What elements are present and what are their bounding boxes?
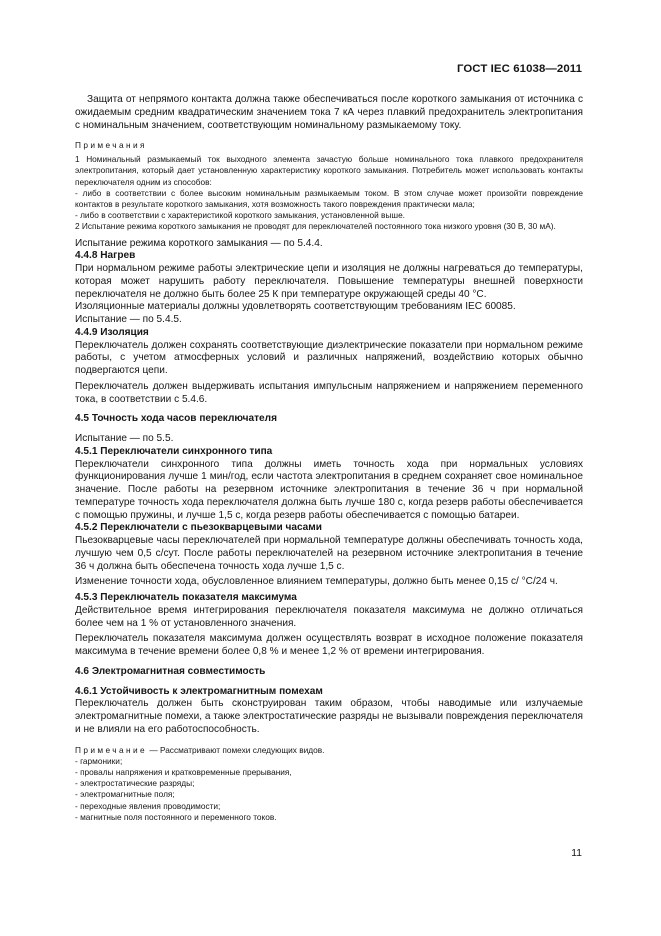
note-text: — Рассматривают помехи следующих видов. (147, 744, 325, 755)
list-item: - электростатические разряды; (75, 778, 195, 789)
list-item: - провалы напряжения и кратковременные прерывания, (75, 767, 292, 778)
paragraph: Испытание — по 5.5. (75, 433, 174, 445)
paragraph: Действительное время интегрирования переключателя показателя максимума не должно отличаться более чем на 1 % от установленного значения. (75, 604, 583, 629)
paragraph: Изоляционные материалы должны удовлетворять соответствующим требованиям IEC 60085. (75, 301, 516, 313)
paragraph: Переключатель показателя максимума должен осуществлять возврат в исходное положение показателя максимума в течение времени более 0,8 % и менее 1,2 % от времени интегрирования. (75, 633, 583, 658)
section-heading: 4.5 Точность хода часов переключателя (75, 413, 277, 425)
paragraph: Испытание — по 5.4.5. (75, 314, 182, 326)
document-id-header: ГОСТ IEC 61038—2011 (456, 63, 582, 75)
note-item: - либо в соответствии с более высоким номинальным размыкаемым током. В этом случае может произойти повреждение контактов в результате короткого замыкания, хотя возможность такого повреждения практически мала; (75, 187, 583, 210)
list-item: - гармоники; (75, 755, 123, 766)
paragraph: Защита от непрямого контакта должна также обеспечиваться после короткого замыкания от источника с ожидаемым средним квадратическим значением тока 7 кА через плавкий предохранитель электропитания с номинальным значением, соответствующим номинальному размыкаемому току. (75, 94, 583, 131)
note-item: 2 Испытание режима короткого замыкания не проводят для переключателей постоянного тока низкого уровня (30 В, 30 мА). (75, 221, 556, 232)
note-item: 1 Номинальный размыкаемый ток выходного элемента зачастую больше номинального тока плавкого предохранителя электропитания, который дает установленную характеристику короткого замыкания. Потребитель может использовать контакты переключателя одним из способов: (75, 154, 583, 187)
list-item: - электромагнитные поля; (75, 789, 175, 800)
page-number: 11 (571, 848, 582, 859)
paragraph: Изменение точности хода, обусловленное влиянием температуры, должно быть менее 0,15 с/ °С/24 ч. (75, 576, 558, 588)
paragraph: При нормальном режиме работы электрические цепи и изоляция не должны нагреваться до температуры, которая может нарушить работу переключателя. Повышение температуры внешней поверхности переключателя не должно быть более 25 К при температуре окружающей среды 40 °С. (75, 263, 583, 300)
paragraph: Переключатель должен сохранять соответствующие диэлектрические показатели при нормальном режиме работы, с учетом атмосферных условий и различных напряжений, воздействию которых обычно подвергаются цепи. (75, 339, 583, 377)
section-heading: 4.5.3 Переключатель показателя максимума (75, 592, 297, 604)
page-content (75, 94, 583, 823)
notes-heading: Примечания (75, 140, 147, 151)
section-heading: 4.4.9 Изоляция (75, 326, 149, 338)
list-item: - магнитные поля постоянного и переменного токов. (75, 811, 277, 822)
section-heading: 4.6 Электромагнитная совместимость (75, 665, 266, 677)
section-heading: 4.6.1 Устойчивость к электромагнитным помехам (75, 685, 323, 697)
paragraph: Испытание режима короткого замыкания — по 5.4.4. (75, 237, 323, 249)
list-item: - переходные явления проводимости; (75, 800, 221, 811)
section-heading: 4.4.8 Нагрев (75, 250, 136, 262)
paragraph: Переключатель должен быть сконструирован таким образом, чтобы наводимые или излучаемые электромагнитные помехи, а также электростатические разряды не вызывали повреждения переключателя и не влияли на его работоспособность. (75, 698, 583, 735)
note (75, 745, 583, 756)
paragraph: Переключатель должен выдерживать испытания импульсным напряжением и напряжением переменного тока, в соответствии с 5.4.6. (75, 380, 583, 405)
note-heading: Примечание (75, 744, 148, 755)
note-item: - либо в соответствии с характеристикой короткого замыкания, установленной выше. (75, 210, 405, 221)
section-heading: 4.5.1 Переключатели синхронного типа (75, 445, 273, 457)
paragraph: Пьезокварцевые часы переключателей при нормальной температуре должны обеспечивать точность хода, лучшую чем 0,5 с/сут. После работы переключателей на резервном источнике электропитания в течение 36 ч должна быть обеспечена точность хода лучше 1,5 с. (75, 535, 583, 572)
paragraph: Переключатели синхронного типа должны иметь точность хода при нормальных условиях функционирования лучше 1 мин/год, если частота электропитания в среднем сохраняет свое номинальное значение. После работы на резервном источнике электропитания в течение 36 ч при нормальной температуре точность хода переключателя должна быть лучше 180 с, когда резерв работы обеспечивается с помощью пружины, и лучше 1,5 с, когда резерв работы обеспечивается с помощью батареи. (75, 458, 583, 521)
section-heading: 4.5.2 Переключатели с пьезокварцевыми часами (75, 522, 322, 534)
